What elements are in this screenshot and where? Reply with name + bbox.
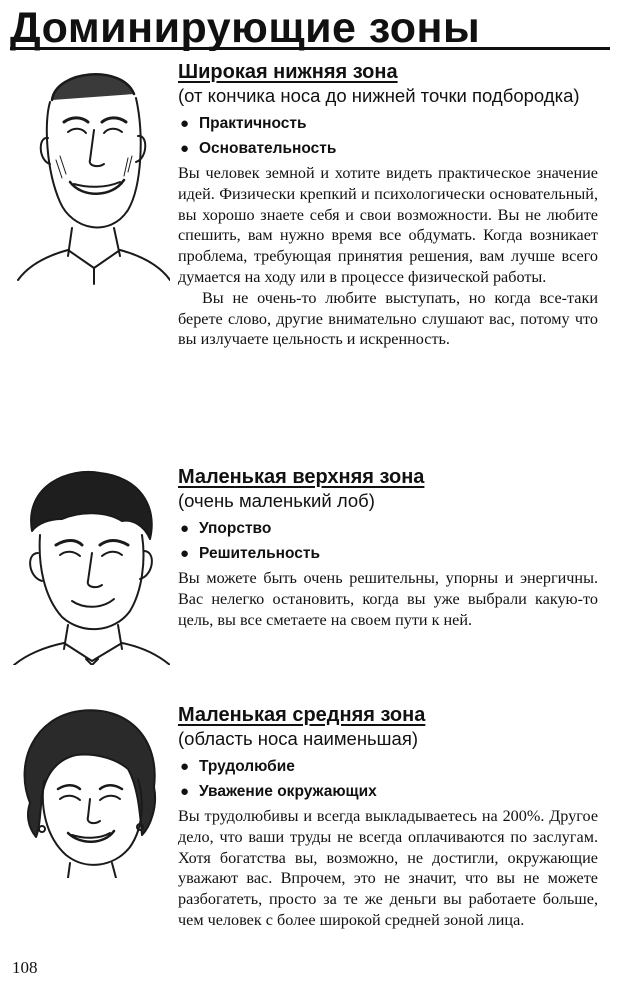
zone-subtitle: (очень маленький лоб) <box>178 490 375 511</box>
trait-item <box>178 779 598 804</box>
portrait-small-upper-zone-illustration <box>10 465 170 665</box>
zone-subtitle: (область носа наименьшая) <box>178 728 418 749</box>
trait-item <box>178 136 598 161</box>
bullet-icon: ● <box>180 520 190 537</box>
body-paragraph: Вы можете быть очень решительны, упорны и энергичны. Вас нелегко остановить, когда вы уже выбрали какую-то цель, вы все сметаете на своем пути к ней. <box>178 569 598 629</box>
portrait-wide-lower-zone-illustration <box>10 60 170 285</box>
trait-list <box>178 111 598 161</box>
page-number: 108 <box>12 958 38 977</box>
trait-item <box>178 516 598 541</box>
zone-title: Маленькая средняя зона <box>178 704 426 726</box>
section-small-middle-zone-content <box>178 703 598 931</box>
zone-title: Широкая нижняя зона <box>178 61 398 83</box>
zone-title: Маленькая верхняя зона <box>178 466 425 488</box>
portrait-small-middle-zone-illustration <box>10 703 170 878</box>
body-paragraph: Вы не очень-то любите выступать, но когда все-таки берете слово, другие внимательно слушают вас, потому что вы излучаете цельность и искренность. <box>178 288 598 349</box>
bullet-icon: ● <box>180 140 190 157</box>
trait-list <box>178 754 598 804</box>
section-wide-lower-zone-content <box>178 60 598 350</box>
bullet-icon: ● <box>180 115 190 132</box>
trait-label: Основательность <box>199 140 337 157</box>
page-title: Доминирующие зоны <box>10 4 481 52</box>
trait-item <box>178 754 598 779</box>
trait-item <box>178 541 598 566</box>
trait-label: Уважение окружающих <box>199 783 377 800</box>
trait-list <box>178 516 598 566</box>
body-paragraph: Вы трудолюбивы и всегда выкладываетесь на 200%. Другое дело, что ваши труды не всегда оплачиваются по заслугам. Хотя богатства вы, возможно, не достигли, окружающие уважают вас. Впрочем, это не значит, что вы не можете разбогатеть, просто за те же деньги вы работаете больше, чем человек с более широкой средней зоной лица. <box>178 807 598 929</box>
trait-label: Решительность <box>199 545 320 562</box>
bullet-icon: ● <box>180 783 190 800</box>
body-paragraph: Вы человек земной и хотите видеть практическое значение идей. Физически крепкий и психологически основательный, вы хорошо знаете себя и свои возможности. Вы не любите спешить, вам нужно время все обдумать. Когда возникает проблема, требующая принятия решения, вам лучше всего думается на ходу или в процессе физической работы. <box>178 164 598 286</box>
zone-subtitle: (от кончика носа до нижней точки подбородка) <box>178 85 580 106</box>
title-rule <box>10 47 610 50</box>
trait-item <box>178 111 598 136</box>
trait-label: Трудолюбие <box>199 758 295 775</box>
bullet-icon: ● <box>180 545 190 562</box>
trait-label: Практичность <box>199 115 307 132</box>
trait-label: Упорство <box>199 520 272 537</box>
section-small-upper-zone-content <box>178 465 598 630</box>
bullet-icon: ● <box>180 758 190 775</box>
